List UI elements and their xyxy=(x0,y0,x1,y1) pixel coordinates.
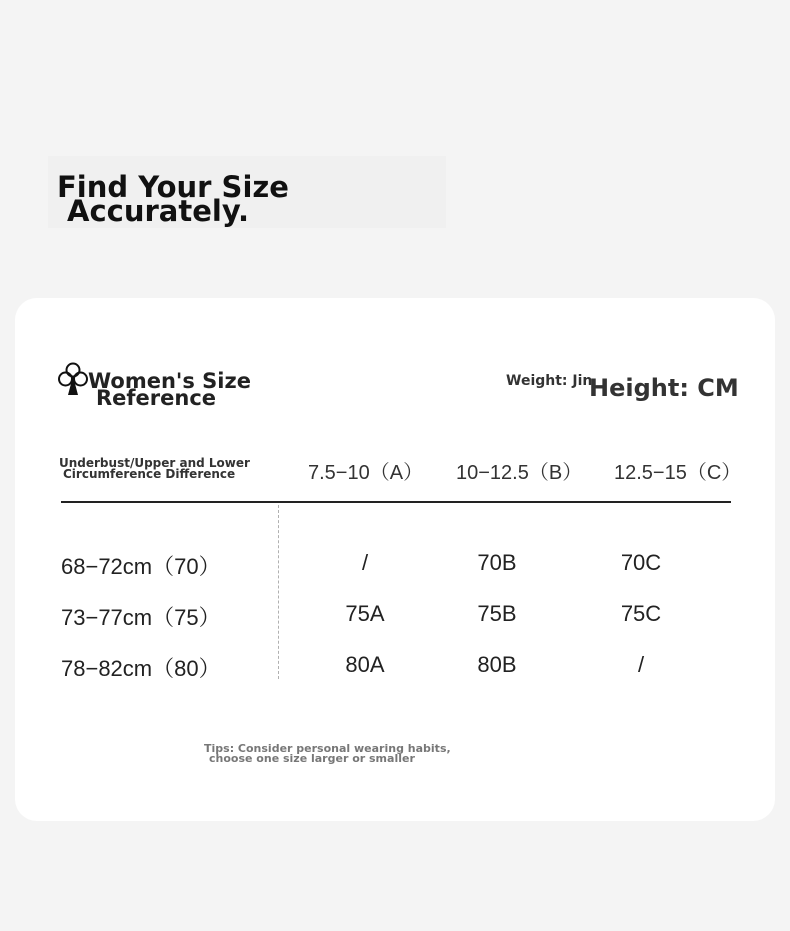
card-title-line2: Reference xyxy=(96,386,217,410)
page-title: Find Your Size xyxy=(57,170,289,204)
column-header-b: 10−12.5（B） xyxy=(456,462,583,484)
tips-text: Tips: Consider personal wearing habits, xyxy=(204,742,451,755)
table-cell: 80B xyxy=(477,652,517,677)
table-cell: 70B xyxy=(477,550,517,575)
table-cell: 80A xyxy=(345,652,385,677)
column-header-c: 12.5−15（C） xyxy=(614,462,742,484)
row-header-label-line2: Circumference Difference xyxy=(63,467,236,481)
table-cell: 75A xyxy=(345,601,385,626)
row-header-label: Underbust/Upper and Lower xyxy=(59,456,250,470)
table-cell: 75C xyxy=(620,601,662,626)
card-title: Women's Size xyxy=(88,369,251,393)
club-icon xyxy=(58,362,88,396)
height-unit-label: Height: CM xyxy=(589,374,739,402)
page-title-line2: Accurately. xyxy=(67,194,250,228)
table-cell: 75B xyxy=(477,601,517,626)
row-label: 73−77cm（75） xyxy=(61,605,221,630)
tips-text-line2: choose one size larger or smaller xyxy=(209,752,415,765)
column-divider xyxy=(278,505,279,679)
table-cell: 70C xyxy=(620,550,662,575)
table-header-divider xyxy=(61,501,731,503)
weight-unit-label: Weight: Jin xyxy=(506,373,593,389)
row-label: 78−82cm（80） xyxy=(61,656,221,681)
column-header-a: 7.5−10（A） xyxy=(308,462,424,484)
table-cell: / xyxy=(637,652,645,677)
table-cell: / xyxy=(361,550,369,575)
row-label: 68−72cm（70） xyxy=(61,554,221,579)
